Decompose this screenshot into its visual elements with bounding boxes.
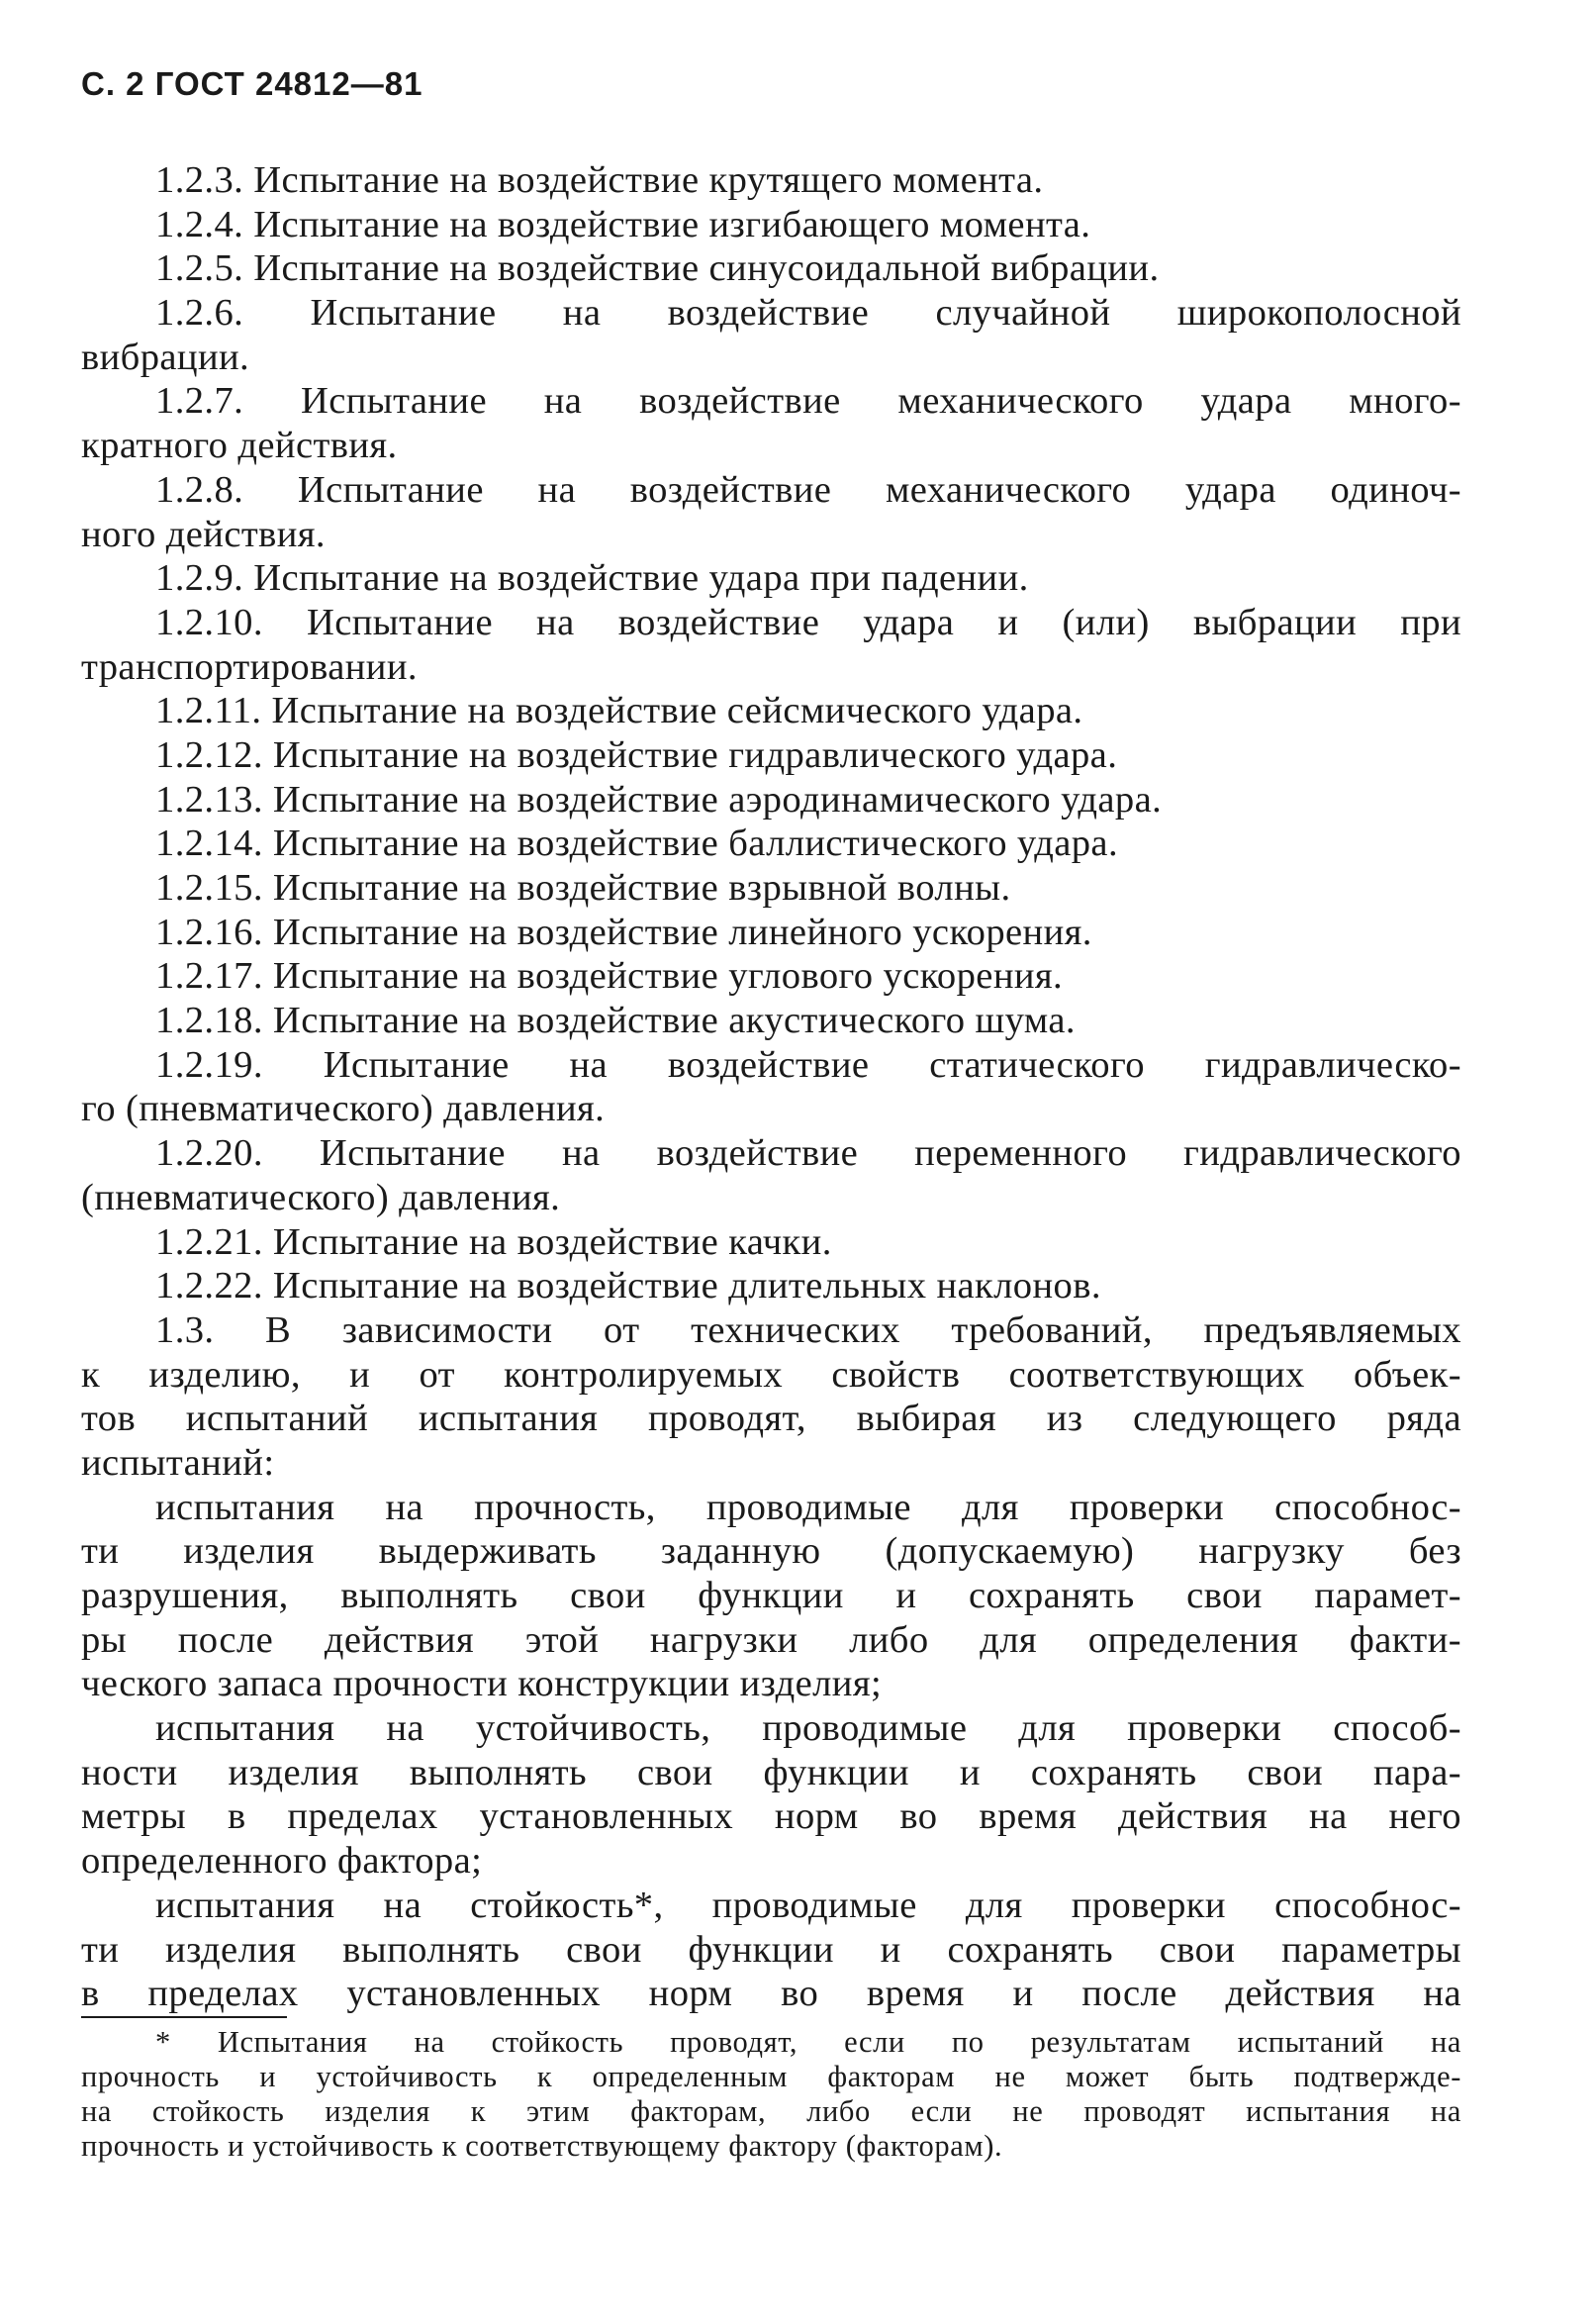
text-line: тов испытаний испытания проводят, выбирая из следующего ряда xyxy=(81,1398,1461,1440)
text-line: 1.2.9. Испытание на воздействие удара при падении. xyxy=(155,557,1029,600)
text-line: 1.3. В зависимости от технических требований, предъявляемых xyxy=(155,1308,1461,1351)
footnote-line: прочность и устойчивость к определенным факторам не может быть подтвержде- xyxy=(81,2060,1461,2093)
text-line: (пневматического) давления. xyxy=(81,1176,561,1218)
text-line: транспортировании. xyxy=(81,645,418,688)
text-line: 1.2.4. Испытание на воздействие изгибающего момента. xyxy=(155,203,1091,245)
text-line: 1.2.19. Испытание на воздействие статического гидравлическо- xyxy=(155,1043,1461,1086)
text-line: 1.2.15. Испытание на воздействие взрывной волны. xyxy=(155,867,1011,909)
text-line: разрушения, выполнять свои функции и сохранять свои парамет- xyxy=(81,1575,1461,1616)
text-line: 1.2.22. Испытание на воздействие длительных наклонов. xyxy=(155,1265,1101,1307)
text-line: ности изделия выполнять свои функции и сохранять свои пара- xyxy=(81,1751,1461,1793)
text-line: 1.2.5. Испытание на воздействие синусоидальной вибрации. xyxy=(155,247,1160,290)
text-line: 1.2.11. Испытание на воздействие сейсмического удара. xyxy=(155,690,1083,732)
text-line: ного действия. xyxy=(81,513,326,555)
footnote-line: прочность и устойчивость к соответствующему фактору (факторам). xyxy=(81,2129,1003,2163)
text-line: испытания на прочность, проводимые для проверки способнос- xyxy=(155,1486,1461,1528)
footnote xyxy=(81,2025,1461,2164)
text-line: метры в пределах установленных норм во время действия на него xyxy=(81,1795,1461,1838)
text-line: испытания на устойчивость, проводимые для проверки способ- xyxy=(155,1707,1461,1750)
text-line: к изделию, и от контролируемых свойств соответствующих объек- xyxy=(81,1353,1461,1396)
text-line: ти изделия выполнять свои функции и сохранять свои параметры xyxy=(81,1928,1461,1971)
footnote-line: на стойкость изделия к этим факторам, либо если не проводят испытания на xyxy=(81,2094,1461,2128)
text-line: 1.2.12. Испытание на воздействие гидравлического удара. xyxy=(155,733,1118,776)
text-line: 1.2.6. Испытание на воздействие случайной широкополосной xyxy=(155,292,1461,335)
text-line: 1.2.8. Испытание на воздействие механического удара одиноч- xyxy=(155,468,1461,511)
footnote-line: * Испытания на стойкость проводят, если по результатам испытаний на xyxy=(155,2025,1461,2059)
text-line: ти изделия выдерживать заданную (допускаемую) нагрузку без xyxy=(81,1530,1461,1573)
page-header: С. 2 ГОСТ 24812—81 xyxy=(81,65,423,102)
text-line: 1.2.18. Испытание на воздействие акустического шума. xyxy=(155,1000,1076,1042)
text-line: 1.2.17. Испытание на воздействие углового ускорения. xyxy=(155,955,1064,998)
text-line: 1.2.21. Испытание на воздействие качки. xyxy=(155,1220,832,1263)
text-line: го (пневматического) давления. xyxy=(81,1088,606,1130)
text-line: 1.2.13. Испытание на воздействие аэродинамического удара. xyxy=(155,778,1163,821)
body-text xyxy=(81,158,1461,2016)
text-line: испытания на стойкость*, проводимые для проверки способнос- xyxy=(155,1884,1461,1926)
footnote-divider xyxy=(81,2016,287,2018)
text-line: в пределах установленных норм во время и после действия на xyxy=(81,1973,1461,2015)
text-line: ческого запаса прочности конструкции изделия; xyxy=(81,1663,883,1705)
text-line: 1.2.20. Испытание на воздействие переменного гидравлического xyxy=(155,1132,1461,1175)
text-line: кратного действия. xyxy=(81,425,398,467)
text-line: 1.2.7. Испытание на воздействие механического удара много- xyxy=(155,380,1461,423)
text-line: вибрации. xyxy=(81,336,250,378)
text-line: 1.2.10. Испытание на воздействие удара и (или) выбрации при xyxy=(155,601,1461,643)
text-line: 1.2.3. Испытание на воздействие крутящего момента. xyxy=(155,159,1044,201)
text-line: определенного фактора; xyxy=(81,1840,483,1883)
text-line: испытаний: xyxy=(81,1441,275,1484)
text-line: 1.2.16. Испытание на воздействие линейного ускорения. xyxy=(155,911,1092,953)
text-line: ры после действия этой нагрузки либо для определения факти- xyxy=(81,1618,1461,1661)
text-line: 1.2.14. Испытание на воздействие баллистического удара. xyxy=(155,822,1119,865)
